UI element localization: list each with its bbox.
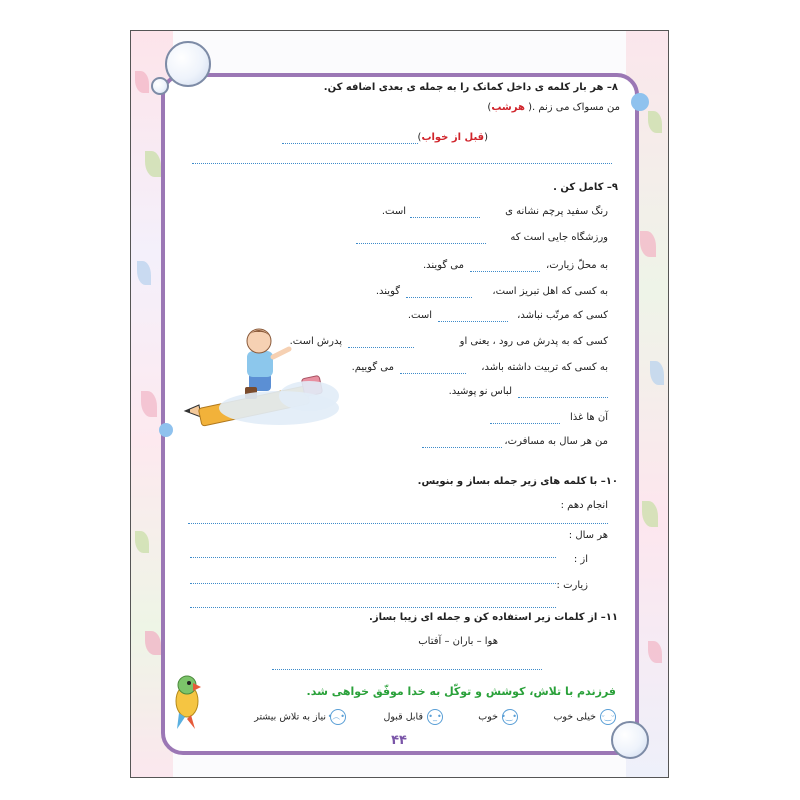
motto-text: فرزندم با تلاش، کوشش و توکّل به خدا موفّق خواهی شد. bbox=[306, 685, 616, 698]
q10-title: ۱۰– با کلمه های زیر جمله بساز و بنویس. bbox=[417, 476, 618, 487]
q9-line-1-a: رنگ سفید پرچم نشانه ی bbox=[505, 206, 608, 217]
rating-good[interactable] bbox=[478, 709, 518, 725]
q9-blank-5[interactable] bbox=[438, 321, 508, 322]
q9-line-9-a: آن ها غذا bbox=[569, 412, 608, 423]
rating-needs-effort[interactable] bbox=[254, 709, 346, 725]
q10-answer-line-2[interactable] bbox=[190, 557, 556, 558]
q9-line-7-a: به کسی که تربیت داشته باشد، bbox=[481, 362, 608, 373]
q9-blank-4[interactable] bbox=[406, 297, 472, 298]
q8-answer-line-1[interactable] bbox=[282, 143, 418, 144]
q9-blank-10[interactable] bbox=[422, 447, 502, 448]
q8-paren-close-2: ) bbox=[417, 132, 422, 143]
q9-blank-3[interactable] bbox=[470, 271, 540, 272]
q9-blank-1[interactable] bbox=[410, 217, 480, 218]
q10-word-1: انجام دهم : bbox=[560, 500, 608, 511]
rating-needs-effort-label: نیاز به تلاش بیشتر bbox=[254, 711, 326, 723]
grin-face-icon: ᵕ‿ᵕ bbox=[600, 709, 616, 725]
q9-line-5-a: کسی که مرتّب نباشد، bbox=[517, 310, 608, 321]
workbook-page bbox=[130, 30, 669, 778]
q8-word-2-line bbox=[418, 131, 488, 145]
q9-line-7-b: می گوییم. bbox=[351, 362, 394, 373]
q9-line-10-a: من هر سال به مسافرت، bbox=[504, 436, 608, 447]
q8-answer-line-2[interactable] bbox=[192, 163, 612, 164]
rating-good-label: خوب bbox=[478, 711, 498, 723]
q9-line-5-b: است. bbox=[407, 310, 432, 321]
q9-line-6-a: کسی که به پدرش می رود ، یعنی او bbox=[459, 336, 608, 347]
page-number: ۴۴ bbox=[391, 733, 407, 748]
q9-line-4-b: گویند. bbox=[375, 286, 400, 297]
rating-acceptable[interactable] bbox=[383, 709, 443, 725]
q11-answer-line[interactable] bbox=[272, 669, 542, 670]
q8-title: ۸– هر بار کلمه ی داخل کمانک را به جمله ی بعدی اضافه کن. bbox=[323, 82, 618, 93]
q10-answer-line-1[interactable] bbox=[188, 523, 608, 524]
q10-answer-line-3[interactable] bbox=[190, 583, 556, 584]
q9-blank-2[interactable] bbox=[356, 243, 486, 244]
q8-paren-open-2: ( bbox=[484, 132, 488, 143]
q9-line-2-a: ورزشگاه جایی است که bbox=[510, 232, 608, 243]
q8-sentence bbox=[487, 101, 620, 115]
q9-blank-6[interactable] bbox=[348, 347, 414, 348]
q9-line-6-b: پدرش است. bbox=[289, 336, 342, 347]
q9-line-4-a: به کسی که اهل تبریز است، bbox=[492, 286, 608, 297]
q8-word-2: قبل از خواب bbox=[421, 132, 485, 143]
q9-blank-8[interactable] bbox=[518, 397, 608, 398]
q10-word-3: از : bbox=[573, 554, 588, 565]
rating-very-good[interactable] bbox=[553, 709, 616, 725]
q8-word-1: هرشب bbox=[491, 102, 525, 113]
q9-blank-7[interactable] bbox=[400, 373, 466, 374]
neutral-face-icon: •_• bbox=[427, 709, 443, 725]
q8-sentence-text: من مسواک می زنم .( bbox=[528, 102, 620, 113]
q9-line-3-b: می گویند. bbox=[422, 260, 464, 271]
q11-title: ۱۱– از کلمات زیر استفاده کن و جمله ای زیبا بساز. bbox=[369, 612, 618, 623]
q10-word-2: هر سال : bbox=[568, 530, 608, 541]
q10-word-4: زیارت : bbox=[556, 580, 588, 591]
rating-acceptable-label: قابل قبول bbox=[383, 711, 423, 723]
smile-face-icon: •‿• bbox=[502, 709, 518, 725]
q10-answer-line-4[interactable] bbox=[190, 607, 556, 608]
q9-title: ۹– کامل کن . bbox=[553, 182, 618, 193]
rating-very-good-label: خیلی خوب bbox=[553, 711, 596, 723]
worksheet-content bbox=[131, 31, 668, 777]
q8-paren-close: ) bbox=[487, 102, 492, 113]
q9-line-1-b: است. bbox=[381, 206, 406, 217]
q9-blank-9[interactable] bbox=[490, 423, 560, 424]
sad-face-icon: •︵• bbox=[330, 709, 346, 725]
q9-line-3-a: به محلّ زیارت، bbox=[545, 260, 608, 271]
q9-line-8-b: لباس نو پوشید. bbox=[448, 386, 512, 397]
q11-words: هوا – باران – آفتاب bbox=[418, 636, 498, 647]
